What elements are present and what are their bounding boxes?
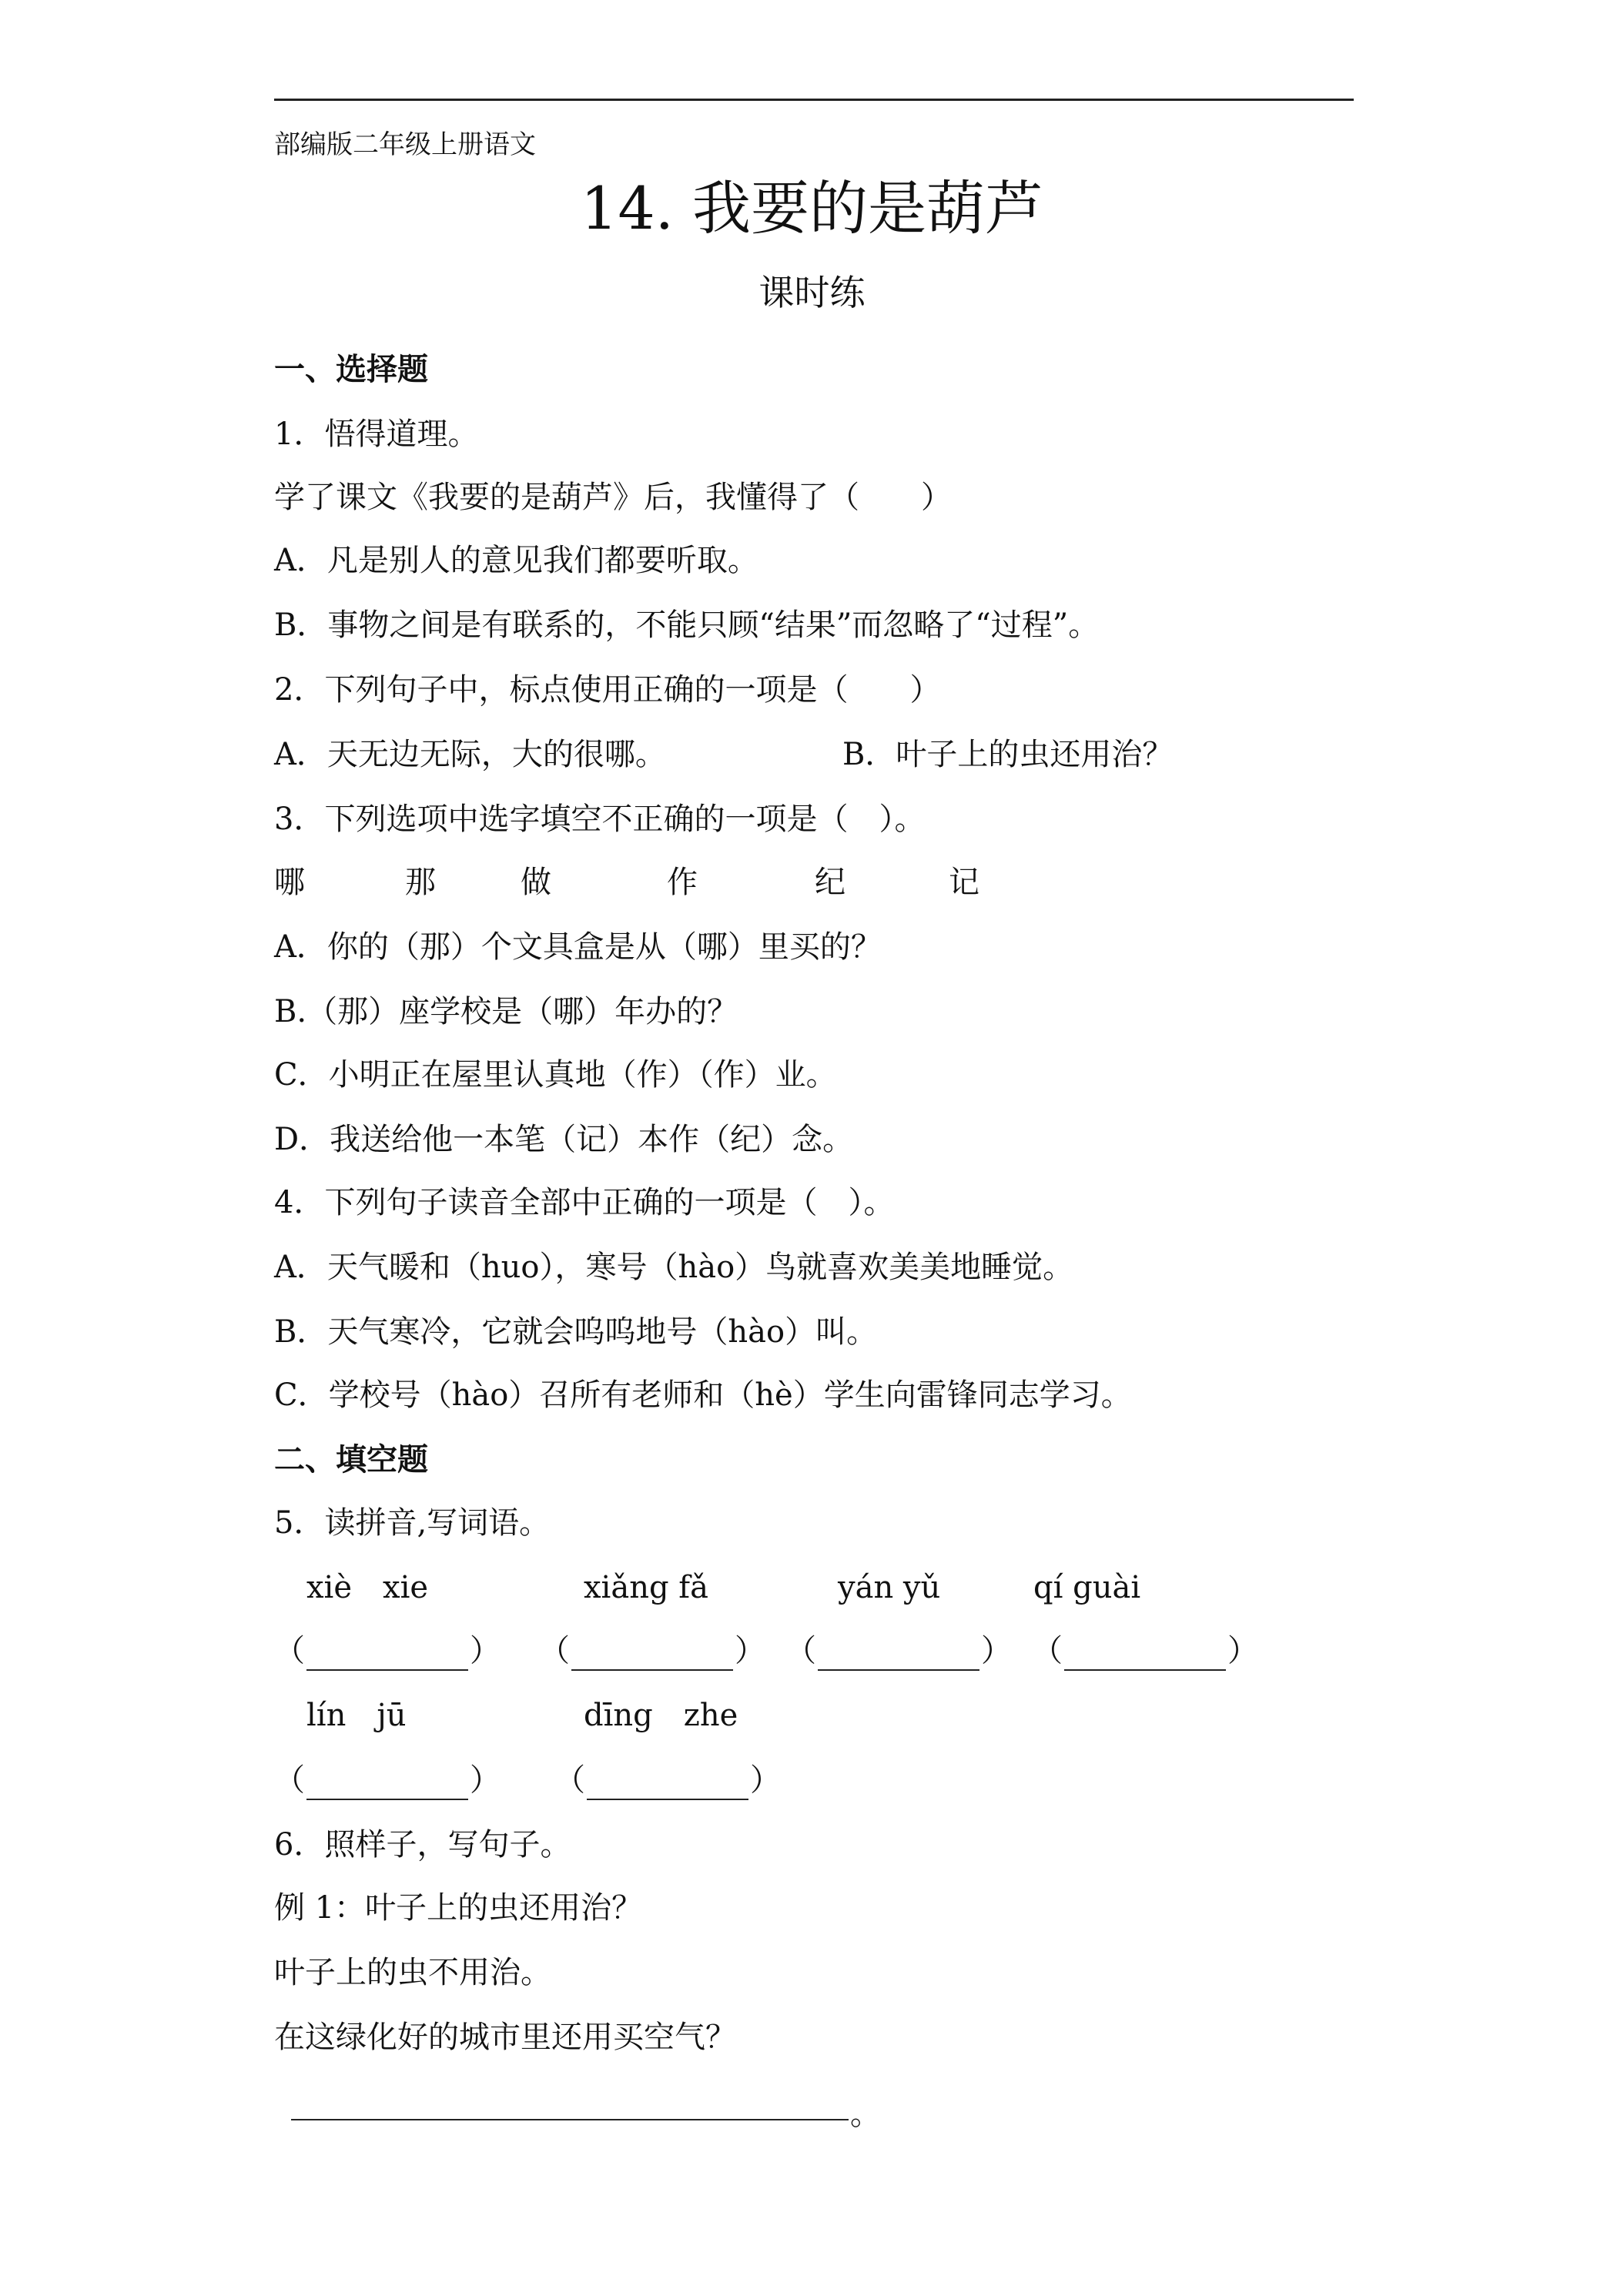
page-title: 14. 我要的是葫芦 bbox=[580, 174, 1044, 243]
q3-option-c: C．小明正在屋里认真地（作）（作）业。 bbox=[274, 1057, 837, 1093]
q1-stem: 学了课文《我要的是葫芦》后，我懂得了（ ） bbox=[274, 480, 952, 515]
pinyin-label: xiǎng fǎ bbox=[584, 1570, 708, 1605]
q2-option-b: B．叶子上的虫还用治？ bbox=[842, 737, 1174, 772]
q4-option-b: B．天气寒冷，它就会呜呜地号（hào）叫。 bbox=[274, 1314, 878, 1350]
q3-char: 那 bbox=[405, 865, 436, 900]
q1-option-a: A．凡是别人的意见我们都要听取。 bbox=[274, 543, 758, 578]
q3-char: 哪 bbox=[274, 865, 305, 900]
pinyin-label: dīng zhe bbox=[584, 1698, 738, 1733]
q5-title: 5．读拼音,写词语。 bbox=[274, 1505, 551, 1541]
q3-option-b: B.（那）座学校是（哪）年办的？ bbox=[274, 994, 738, 1029]
answer-blank[interactable]: （ ） bbox=[274, 1631, 501, 1671]
q3-char: 作 bbox=[667, 865, 698, 900]
q3-char: 做 bbox=[521, 865, 551, 900]
q1-option-b: B．事物之间是有联系的，不能只顾“结果”而忽略了“过程”。 bbox=[274, 607, 1100, 643]
q6-answer-line[interactable] bbox=[291, 2119, 849, 2120]
header-label: 部编版二年级上册语文 bbox=[274, 129, 536, 160]
q3-option-d: D．我送给他一本笔（记）本作（纪）念。 bbox=[274, 1122, 854, 1157]
answer-blank[interactable]: （ ） bbox=[274, 1760, 501, 1800]
q3-option-a: A．你的（那）个文具盒是从（哪）里买的？ bbox=[274, 929, 882, 965]
header-rule bbox=[274, 99, 1354, 101]
q2-title: 2．下列句子中，标点使用正确的一项是（ ） bbox=[274, 672, 941, 708]
q3-title: 3．下列选项中选字填空不正确的一项是（ ）。 bbox=[274, 802, 926, 837]
answer-blank[interactable]: （ ） bbox=[1032, 1631, 1258, 1671]
q6-end-mark: 。 bbox=[850, 2097, 881, 2132]
answer-blank[interactable]: （ ） bbox=[785, 1631, 1012, 1671]
section-title-fill: 二、填空题 bbox=[274, 1442, 428, 1478]
pinyin-label: xiè xie bbox=[306, 1570, 429, 1605]
q3-char: 记 bbox=[949, 865, 979, 900]
q6-example-label: 例 1：叶子上的虫还用治？ bbox=[274, 1890, 643, 1926]
q2-option-a: A．天无边无际，大的很哪。 bbox=[274, 737, 666, 772]
q6-title: 6．照样子，写句子。 bbox=[274, 1827, 571, 1863]
q4-option-c: C．学校号（hào）召所有老师和（hè）学生向雷锋同志学习。 bbox=[274, 1377, 1132, 1413]
section-title-choice: 一、选择题 bbox=[274, 352, 428, 387]
q4-title: 4．下列句子读音全部中正确的一项是（ ）。 bbox=[274, 1185, 895, 1220]
page-subtitle: 课时练 bbox=[758, 272, 866, 313]
pinyin-label: qí guài bbox=[1033, 1570, 1141, 1605]
answer-blank[interactable]: （ ） bbox=[554, 1760, 781, 1800]
q4-option-a: A．天气暖和（huo），寒号（hào）鸟就喜欢美美地睡觉。 bbox=[274, 1250, 1074, 1285]
q6-example-answer: 叶子上的虫不用治。 bbox=[274, 1955, 551, 1990]
q6-prompt: 在这绿化好的城市里还用买空气？ bbox=[274, 2020, 736, 2055]
q1-title: 1．悟得道理。 bbox=[274, 417, 479, 452]
answer-blank[interactable]: （ ） bbox=[539, 1631, 765, 1671]
pinyin-label: lín jū bbox=[306, 1698, 407, 1733]
pinyin-label: yán yǔ bbox=[838, 1570, 941, 1605]
q3-char: 纪 bbox=[815, 865, 845, 900]
